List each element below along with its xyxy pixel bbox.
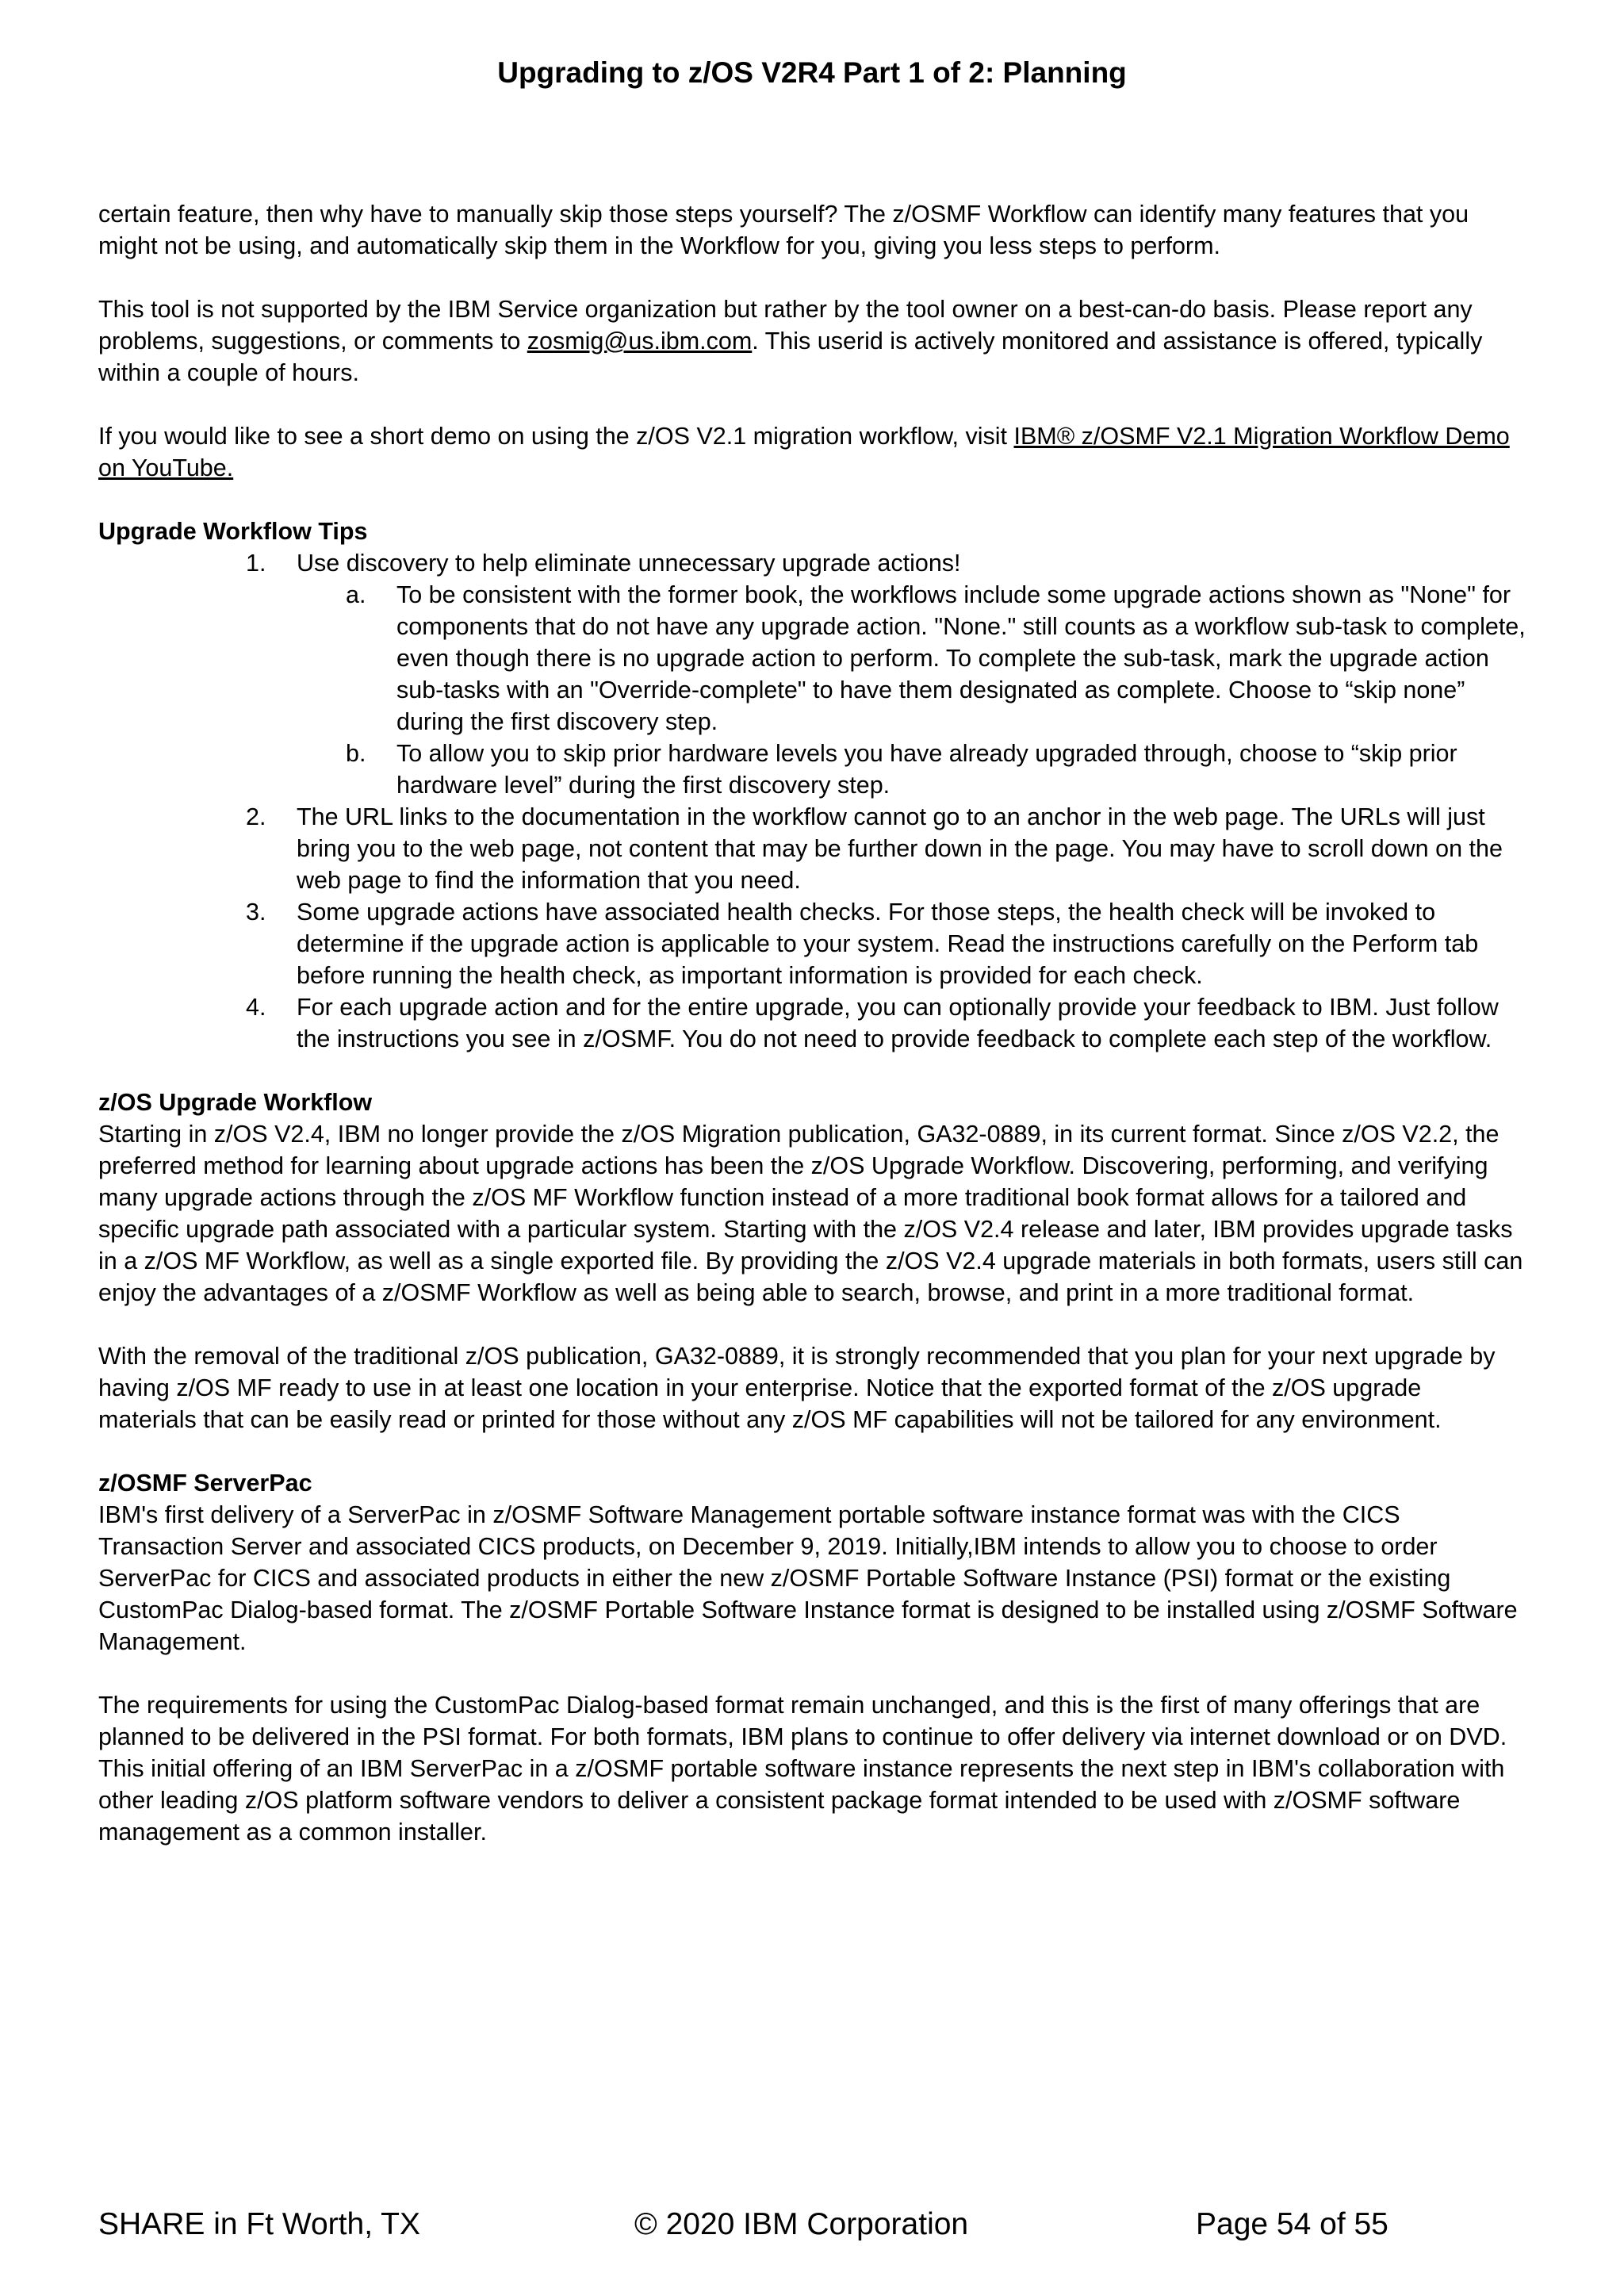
list-item-number: 3. bbox=[246, 899, 266, 926]
list-item bbox=[98, 896, 1526, 991]
serverpac-heading: z/OSMF ServerPac bbox=[98, 1470, 312, 1497]
footer-event: SHARE in Ft Worth, TX bbox=[98, 2207, 420, 2241]
sub-list-item-text: To allow you to skip prior hardware levels you have already upgraded through, choose to “skip prior hardware level” during the first discovery step. bbox=[396, 740, 1457, 799]
list-item bbox=[98, 801, 1526, 896]
page-content bbox=[98, 198, 1526, 1848]
footer-page-number: Page 54 of 55 bbox=[1196, 2207, 1388, 2241]
list-item-number: 2. bbox=[246, 803, 266, 830]
support-email-link[interactable]: zosmig@us.ibm.com bbox=[527, 328, 753, 355]
intro-paragraph-2 bbox=[98, 293, 1526, 389]
workflow-paragraph-1: Starting in z/OS V2.4, IBM no longer provide the z/OS Migration publication, GA32-0889, in its current format. Since z/OS V2.2, the preferred method for learning about upgrade actions has been the z/OS Upgrade Workflow. Discovering, performing, and verifying many upgrade actions through the z/OS MF Workflow function instead of a more traditional book format allows for a tailored and specific upgrade path associated with a particular system. Starting with the z/OS V2.4 release and later, IBM provides upgrade tasks in a z/OS MF Workflow, as well as a single exported file. By providing the z/OS V2.4 upgrade materials in both formats, users still can enjoy the advantages of a z/OSMF Workflow as well as being able to search, browse, and print in a more traditional format. bbox=[98, 1121, 1523, 1306]
sub-list-item-text: To be consistent with the former book, the workflows include some upgrade actions shown as "None" for components that do not have any upgrade action. "None." still counts as a workflow sub-task to complete, even though there is no upgrade action to perform. To complete the sub-task, mark the upgrade action sub-tasks with an "Override-complete" to have them designated as complete. Choose to “skip none” during the first discovery step. bbox=[396, 581, 1526, 735]
intro-paragraph-1: certain feature, then why have to manually skip those steps yourself? The z/OSMF Workflow can identify many features that you might not be using, and automatically skip them in the Workflow for you, giving you less steps to perform. bbox=[98, 201, 1469, 259]
list-item bbox=[98, 547, 1526, 801]
serverpac-paragraph-1: IBM's first delivery of a ServerPac in z/OSMF Software Management portable software instance format was with the CICS Transaction Server and associated CICS products, on December 9, 2019. Initially,IBM intends to allow you to choose to order ServerPac for CICS and associated products in either the new z/OSMF Portable Software Instance (PSI) format or the existing CustomPac Dialog-based format. The z/OSMF Portable Software Instance format is designed to be installed using z/OSMF Software Management. bbox=[98, 1501, 1518, 1655]
workflow-paragraph-2: With the removal of the traditional z/OS publication, GA32-0889, it is strongly recommended that you plan for your next upgrade by having z/OS MF ready to use in at least one location in your enterprise. Notice that the exported format of the z/OS upgrade materials that can be easily read or printed for those without any z/OS MF capabilities will not be tailored for any environment. bbox=[98, 1343, 1496, 1433]
list-item bbox=[98, 991, 1526, 1055]
sub-list-item bbox=[98, 738, 1526, 801]
serverpac-paragraph-3: This initial offering of an IBM ServerPac in a z/OSMF portable software instance represents the next step in IBM's collaboration with other leading z/OS platform software vendors to deliver a consistent package format intended to be used with z/OSMF software management as a common installer. bbox=[98, 1755, 1505, 1846]
serverpac-paragraph-2: The requirements for using the CustomPac Dialog-based format remain unchanged, and this is the first of many offerings that are planned to be delivered in the PSI format. For both formats, IBM plans to continue to offer delivery via internet download or on DVD. bbox=[98, 1692, 1507, 1750]
support-text-tail: . This userid is actively monitored and assistance is offered, typically within a couple of hours. bbox=[98, 328, 1483, 386]
list-item-text: The URL links to the documentation in the workflow cannot go to an anchor in the web page. The URLs will just bring you to the web page, not content that may be further down in the page. You may have to scroll down on the web page to find the information that you need. bbox=[297, 803, 1503, 894]
sub-list bbox=[297, 579, 1526, 801]
support-text: This tool is not supported by the IBM Service organization but rather by the tool owner on a best-can-do basis. Please report any problems, suggestions, or comments to bbox=[98, 296, 1473, 355]
list-item-text: Use discovery to help eliminate unnecessary upgrade actions! bbox=[297, 550, 961, 577]
list-item-text: For each upgrade action and for the entire upgrade, you can optionally provide your feedback to IBM. Just follow the instructions you see in z/OSMF. You do not need to provide feedback to complete each step of the workflow. bbox=[297, 994, 1499, 1052]
demo-text: If you would like to see a short demo on using the z/OS V2.1 migration workflow, visit bbox=[98, 423, 1014, 450]
footer-copyright: © 2020 IBM Corporation bbox=[634, 2207, 969, 2241]
tips-list bbox=[98, 547, 1526, 1055]
workflow-heading: z/OS Upgrade Workflow bbox=[98, 1089, 373, 1116]
sub-list-item-letter: b. bbox=[346, 740, 366, 767]
page-title: Upgrading to z/OS V2R4 Part 1 of 2: Planning bbox=[497, 56, 1127, 89]
list-item-text: Some upgrade actions have associated health checks. For those steps, the health check will be invoked to determine if the upgrade action is applicable to your system. Read the instructions carefully on the Perform tab before running the health check, as important information is provided for each check. bbox=[297, 899, 1479, 989]
sub-list-item-letter: a. bbox=[346, 581, 366, 608]
intro-paragraph-3 bbox=[98, 420, 1526, 484]
sub-list-item bbox=[98, 579, 1526, 738]
list-item-number: 4. bbox=[246, 994, 266, 1021]
demo-video-link[interactable]: IBM® z/OSMF V2.1 Migration Workflow Demo on YouTube. bbox=[98, 423, 1510, 481]
tips-heading: Upgrade Workflow Tips bbox=[98, 518, 368, 545]
list-item-number: 1. bbox=[246, 550, 266, 577]
